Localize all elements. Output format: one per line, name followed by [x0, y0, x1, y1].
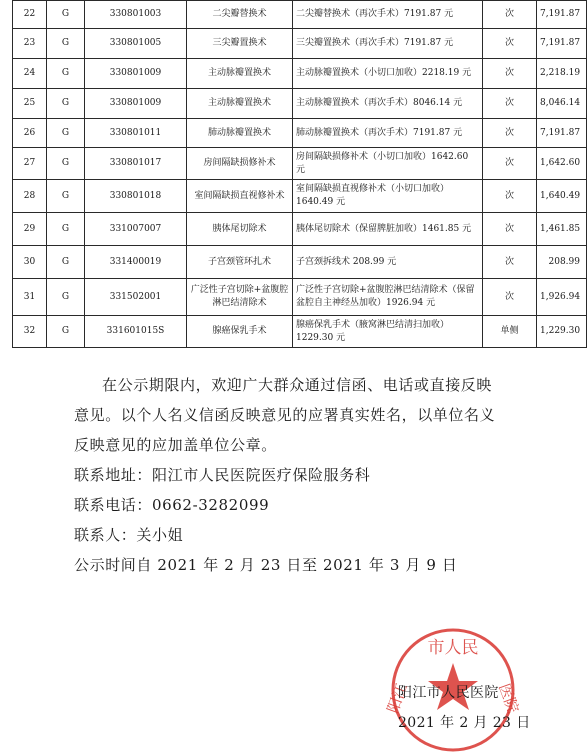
row-item-name: 广泛性子宫切除+盆腹腔淋巴结清除术	[187, 279, 293, 316]
row-seq: 30	[13, 246, 47, 279]
row-item-content: 子宫颈拆线术 208.99 元	[293, 246, 483, 279]
row-item-content: 房间隔缺损修补术（小切口加收）1642.60 元	[293, 148, 483, 180]
row-seq: 24	[13, 59, 47, 89]
row-price: 7,191.87	[537, 29, 587, 59]
row-unit: 次	[483, 59, 537, 89]
row-price: 7,191.87	[537, 119, 587, 148]
row-item-name: 肺动脉瓣置换术	[187, 119, 293, 148]
row-code: 330801003	[85, 1, 187, 29]
seal-text-top: 市人民	[427, 638, 479, 658]
row-item-content: 主动脉瓣置换术（再次手术）8046.14 元	[293, 89, 483, 119]
row-item-content: 腺癌保乳手术（腋窝淋巴结清扫加收）1229.30 元	[293, 316, 483, 348]
table-row	[13, 29, 587, 59]
table-row	[13, 246, 587, 279]
row-unit: 次	[483, 119, 537, 148]
row-code: 330801009	[85, 59, 187, 89]
signature-org: 阳江市人民医院	[398, 685, 499, 701]
table-row	[13, 1, 587, 29]
row-item-name: 子宫颈管环扎术	[187, 246, 293, 279]
table-row	[13, 180, 587, 213]
notice-paragraph	[72, 370, 564, 400]
row-seq: 27	[13, 148, 47, 180]
contact-person: 联系人：关小姐	[74, 526, 184, 544]
row-code: 331601015S	[85, 316, 187, 348]
row-item-name: 胰体尾切除术	[187, 213, 293, 246]
row-price: 1,926.94	[537, 279, 587, 316]
row-item-name: 二尖瓣替换术	[187, 1, 293, 29]
row-item-content: 胰体尾切除术（保留脾脏加收）1461.85 元	[293, 213, 483, 246]
row-category: G	[47, 316, 85, 348]
row-unit: 次	[483, 1, 537, 29]
row-item-name: 三尖瓣置换术	[187, 29, 293, 59]
table-row	[13, 119, 587, 148]
fee-table	[12, 0, 587, 348]
row-item-content: 室间隔缺损直视修补术（小切口加收）1640.49 元	[293, 180, 483, 213]
row-unit: 次	[483, 180, 537, 213]
row-item-content: 二尖瓣替换术（再次手术）7191.87 元	[293, 1, 483, 29]
row-category: G	[47, 279, 85, 316]
row-category: G	[47, 59, 85, 89]
row-price: 7,191.87	[537, 1, 587, 29]
row-item-name: 主动脉瓣置换术	[187, 59, 293, 89]
notice-line-1: 在公示期限内，欢迎广大群众通过信函、电话或直接反映	[102, 376, 493, 394]
row-seq: 23	[13, 29, 47, 59]
contact-address: 联系地址：阳江市人民医院医疗保险服务科	[74, 466, 371, 484]
row-category: G	[47, 119, 85, 148]
row-item-content: 广泛性子宫切除+盆腹腔淋巴结清除术（保留盆腔自主神经丛加收）1926.94 元	[293, 279, 483, 316]
row-unit: 单侧	[483, 316, 537, 348]
row-item-name: 室间隔缺损直视修补术	[187, 180, 293, 213]
row-item-content: 肺动脉瓣置换术（再次手术）7191.87 元	[293, 119, 483, 148]
row-seq: 32	[13, 316, 47, 348]
row-price: 2,218.19	[537, 59, 587, 89]
row-category: G	[47, 180, 85, 213]
row-price: 8,046.14	[537, 89, 587, 119]
table-row	[13, 59, 587, 89]
row-seq: 25	[13, 89, 47, 119]
signature-date: 2021 年 2 月 23 日	[398, 715, 531, 731]
row-category: G	[47, 29, 85, 59]
row-price: 1,642.60	[537, 148, 587, 180]
row-seq: 28	[13, 180, 47, 213]
row-category: G	[47, 246, 85, 279]
notice-line-3: 反映意见的应加盖单位公章。	[74, 436, 277, 454]
row-code: 330801017	[85, 148, 187, 180]
notice-line-2: 意见。以个人名义信函反映意见的应署真实姓名，以单位名义	[74, 406, 496, 424]
row-code: 330801009	[85, 89, 187, 119]
table-row	[13, 148, 587, 180]
row-seq: 22	[13, 1, 47, 29]
row-unit: 次	[483, 89, 537, 119]
row-category: G	[47, 89, 85, 119]
signature-block	[398, 678, 531, 738]
table-row	[13, 279, 587, 316]
table-row	[13, 89, 587, 119]
row-price: 208.99	[537, 246, 587, 279]
row-code: 330801005	[85, 29, 187, 59]
row-unit: 次	[483, 213, 537, 246]
row-item-content: 主动脉瓣置换术（小切口加收）2218.19 元	[293, 59, 483, 89]
row-unit: 次	[483, 246, 537, 279]
row-code: 331400019	[85, 246, 187, 279]
row-item-name: 腺癌保乳手术	[187, 316, 293, 348]
row-code: 331502001	[85, 279, 187, 316]
contact-phone: 联系电话：0662-3282099	[74, 496, 270, 514]
row-category: G	[47, 148, 85, 180]
row-price: 1,640.49	[537, 180, 587, 213]
row-seq: 29	[13, 213, 47, 246]
row-code: 331007007	[85, 213, 187, 246]
row-seq: 26	[13, 119, 47, 148]
row-item-name: 房间隔缺损修补术	[187, 148, 293, 180]
row-price: 1,229.30	[537, 316, 587, 348]
row-price: 1,461.85	[537, 213, 587, 246]
row-item-name: 主动脉瓣置换术	[187, 89, 293, 119]
notice-text	[74, 370, 564, 580]
row-category: G	[47, 213, 85, 246]
row-code: 330801018	[85, 180, 187, 213]
seal-text-left: 阳江	[383, 681, 411, 716]
row-seq: 31	[13, 279, 47, 316]
row-unit: 次	[483, 279, 537, 316]
row-category: G	[47, 1, 85, 29]
table-row	[13, 213, 587, 246]
row-item-content: 三尖瓣置换术（再次手术）7191.87 元	[293, 29, 483, 59]
row-unit: 次	[483, 148, 537, 180]
row-code: 330801011	[85, 119, 187, 148]
seal-text-right: 医院	[495, 681, 523, 716]
row-unit: 次	[483, 29, 537, 59]
table-row	[13, 316, 587, 348]
publicity-period: 公示时间自 2021 年 2 月 23 日至 2021 年 3 月 9 日	[74, 556, 458, 574]
